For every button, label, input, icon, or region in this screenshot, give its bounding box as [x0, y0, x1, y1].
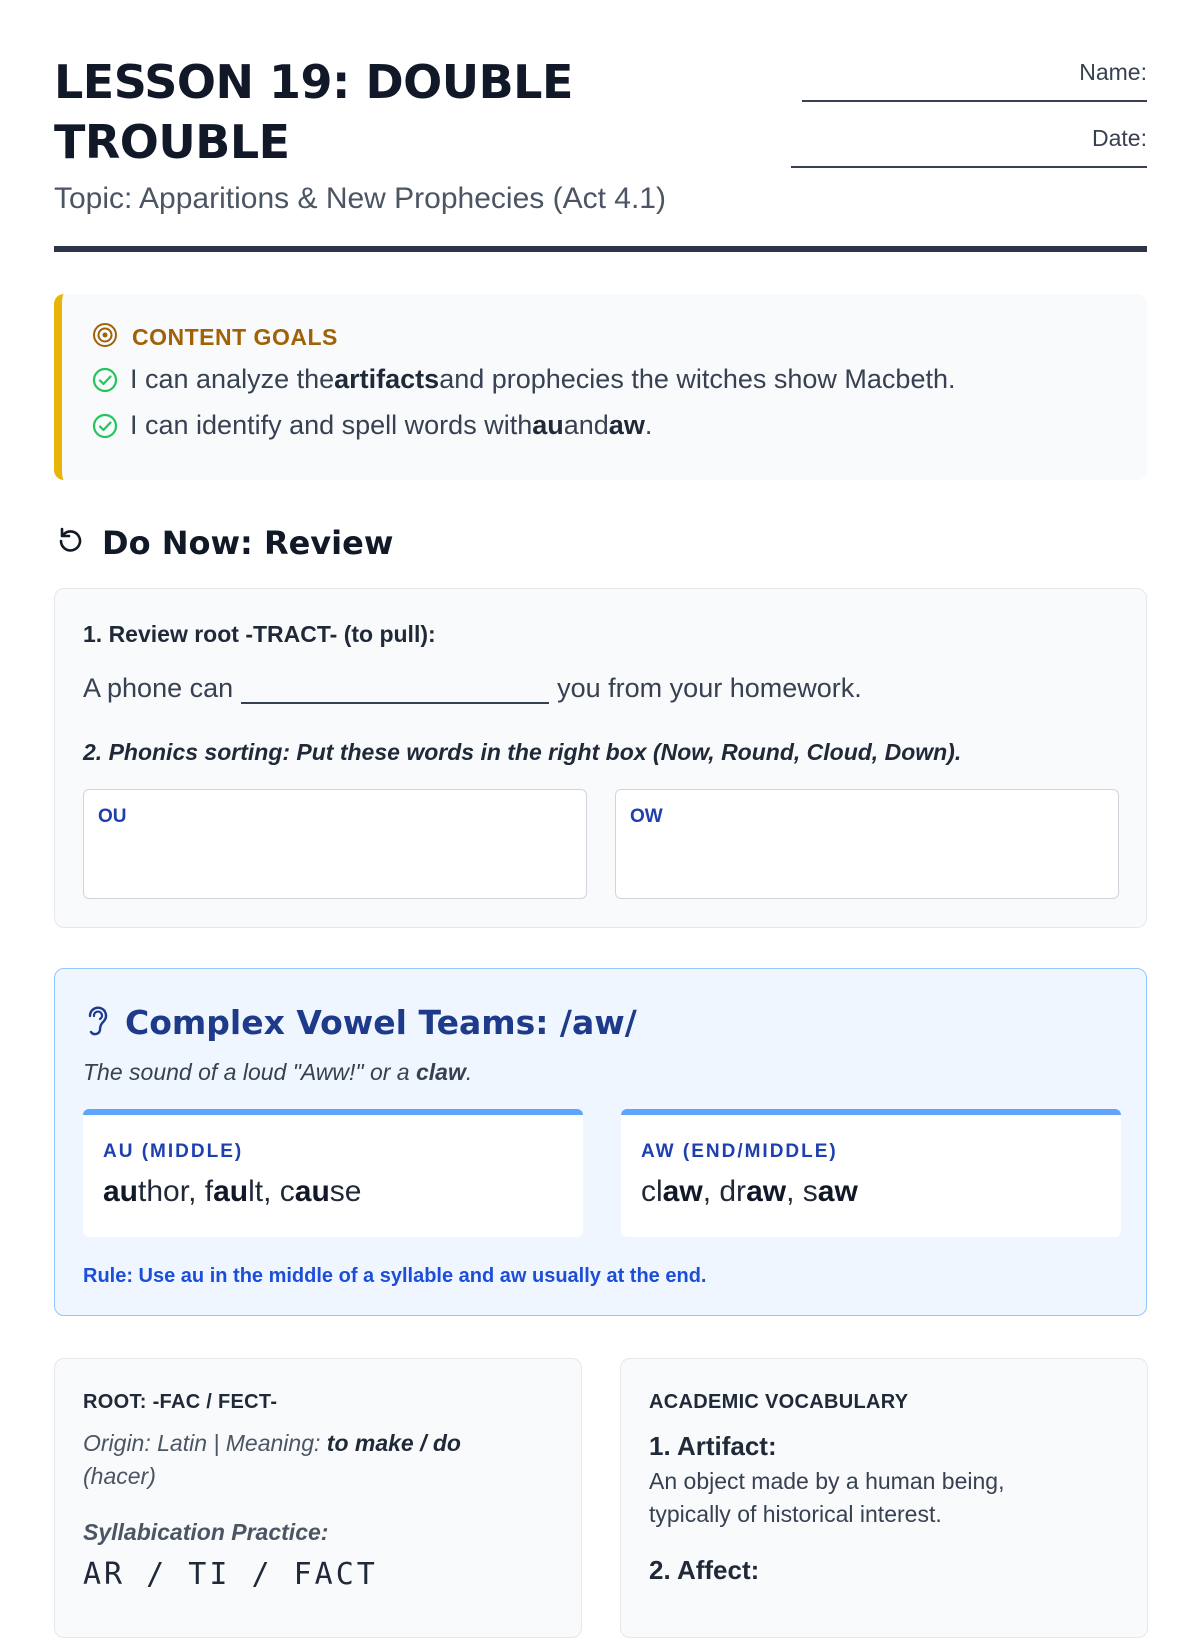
- goal-item: [92, 364, 955, 395]
- header-divider: [54, 246, 1147, 252]
- root-panel: [54, 1358, 582, 1638]
- sort-label-ou: OU: [98, 806, 127, 827]
- lesson-title: LESSON 19: DOUBLE TROUBLE: [54, 55, 573, 169]
- spelling-rule: Rule: Use au in the middle of a syllable and aw usually at the end.: [83, 1265, 707, 1287]
- date-label: Date:: [1092, 125, 1147, 151]
- sentence-start: A phone can: [83, 673, 234, 703]
- lesson-topic: Topic: Apparitions & New Prophecies (Act 4.1): [54, 182, 666, 215]
- goals-title: CONTENT GOALS: [132, 323, 338, 350]
- answer-blank[interactable]: [241, 676, 549, 704]
- goal-item: [92, 410, 652, 441]
- fill-blank-sentence: [83, 673, 862, 704]
- root-heading: ROOT: -FAC / FECT-: [83, 1391, 278, 1413]
- check-circle-icon: [92, 367, 118, 393]
- sort-box-ow[interactable]: [615, 789, 1119, 899]
- syllabication-label: Syllabication Practice:: [83, 1519, 329, 1545]
- au-card-label: AU (MIDDLE): [103, 1141, 244, 1162]
- vocabulary-panel: [620, 1358, 1148, 1638]
- root-origin: Origin: Latin | Meaning: to make / do (hacer): [83, 1430, 461, 1489]
- ear-icon: [85, 1004, 111, 1042]
- aw-card-words: claw, draw, saw: [641, 1175, 858, 1208]
- do-now-title: Do Now: Review: [102, 524, 394, 562]
- syllabication-word: AR / TI / FACT: [83, 1557, 378, 1592]
- name-label: Name:: [1079, 59, 1147, 85]
- goal-text-2: I can identify and spell words withauandaw.: [130, 410, 653, 440]
- sentence-end: you from your homework.: [557, 673, 862, 703]
- do-now-box: [54, 588, 1147, 928]
- vocabulary-heading: ACADEMIC VOCABULARY: [649, 1391, 909, 1413]
- sort-label-ow: OW: [630, 806, 663, 827]
- goal-text-1: I can analyze theartifactsand prophecies the witches show Macbeth.: [130, 364, 956, 394]
- sort-box-ou[interactable]: [83, 789, 587, 899]
- au-card: [83, 1109, 583, 1237]
- date-line[interactable]: [791, 152, 1147, 168]
- vowel-teams-box: [54, 968, 1147, 1316]
- name-line[interactable]: [802, 86, 1147, 102]
- goals-heading-row: [92, 322, 338, 352]
- vocab-term: 2. Affect:: [649, 1555, 760, 1585]
- aw-card: [621, 1109, 1121, 1237]
- au-card-words: author, fault, cause: [103, 1175, 362, 1208]
- vocab-definition: An object made by a human being, typically of historical interest.: [649, 1468, 1005, 1527]
- check-circle-icon: [92, 413, 118, 439]
- aw-card-label: AW (END/MIDDLE): [641, 1141, 838, 1162]
- target-icon: [92, 322, 118, 352]
- vowel-teams-subtitle: The sound of a loud "Aww!" or a claw.: [83, 1059, 473, 1085]
- name-date-fields: [767, 58, 1147, 168]
- refresh-icon: [54, 525, 86, 561]
- question-1: 1. Review root -TRACT- (to pull):: [83, 621, 436, 647]
- do-now-heading: [54, 524, 393, 562]
- question-2: 2. Phonics sorting: Put these words in the right box (Now, Round, Cloud, Down).: [83, 739, 962, 765]
- vowel-teams-title: Complex Vowel Teams: /aw/: [125, 1003, 637, 1042]
- vowel-teams-heading: [85, 1003, 637, 1042]
- content-goals-box: [54, 294, 1147, 480]
- worksheet-header: [54, 52, 1147, 252]
- vocab-term: 1. Artifact:: [649, 1431, 777, 1461]
